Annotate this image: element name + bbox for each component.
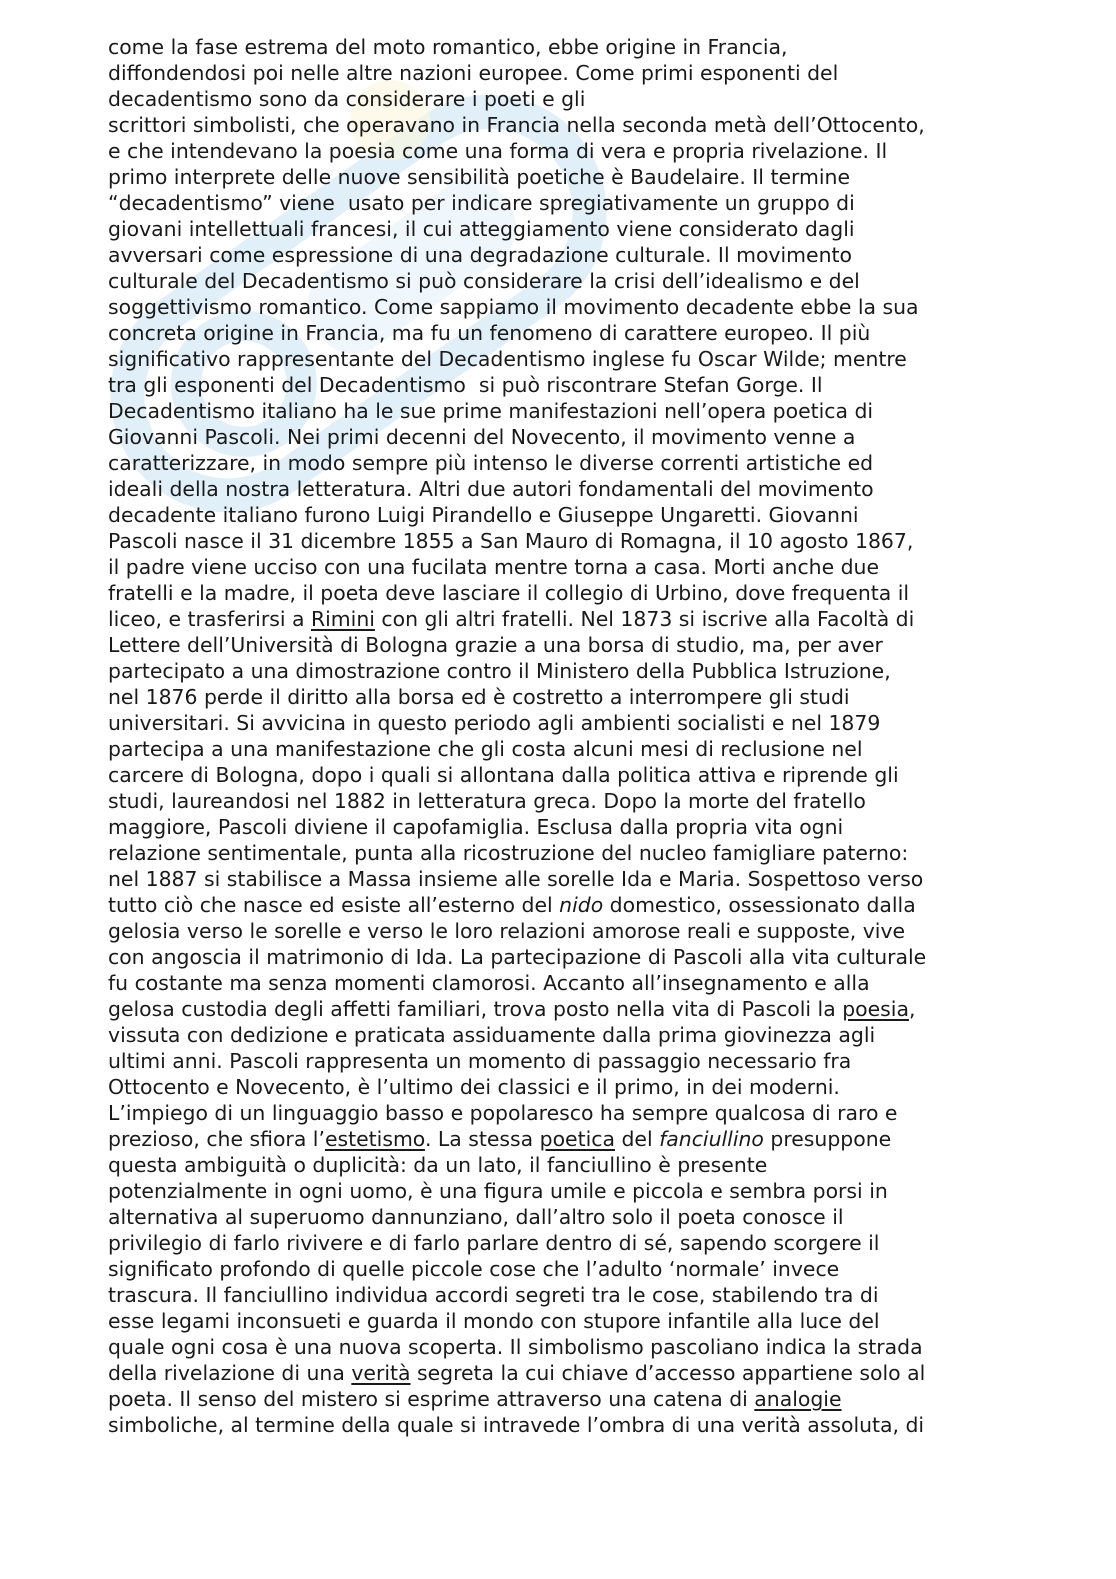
text-line [108,580,1008,606]
text-line [108,450,1008,476]
text-line [108,1074,1008,1100]
text-line [108,1048,1008,1074]
text-segment: il padre viene ucciso con una fucilata mentre torna a casa. Morti anche due [108,555,880,579]
text-line [108,710,1008,736]
text-segment: . La stessa [424,1127,540,1151]
text-segment: partecipa a una manifestazione che gli costa alcuni mesi di reclusione nel [108,737,863,761]
document-body [108,34,1008,1438]
underlined-term: estetismo [324,1127,425,1151]
italic-term: nido [559,893,604,917]
text-segment: domestico, ossessionato dalla [603,893,916,917]
text-segment: Decadentismo italiano ha le sue prime manifestazioni nell’opera poetica di [108,399,874,423]
text-line [108,606,1008,632]
text-segment: poeta. Il senso del mistero si esprime attraverso una catena di [108,1387,755,1411]
text-line [108,60,1008,86]
text-line [108,424,1008,450]
text-segment: carcere di Bologna, dopo i quali si allontana dalla politica attiva e riprende gli [108,763,899,787]
text-segment: Lettere dell’Università di Bologna grazie a una borsa di studio, ma, per aver [108,633,883,657]
text-segment: decadentismo sono da considerare i poeti e gli [108,87,586,111]
text-segment: Giovanni Pascoli. Nei primi decenni del Novecento, il movimento venne a [108,425,856,449]
text-segment: scrittori simbolisti, che operavano in Francia nella seconda metà dell’Ottocento, [108,113,925,137]
text-segment: simboliche, al termine della quale si intravede l’ombra di una verità assoluta, di [108,1413,925,1437]
text-line [108,242,1008,268]
text-segment: studi, laureandosi nel 1882 in letteratura greca. Dopo la morte del fratello [108,789,866,813]
text-line [108,840,1008,866]
text-segment: quale ogni cosa è una nuova scoperta. Il simbolismo pascoliano indica la strada [108,1335,923,1359]
text-line [108,138,1008,164]
text-segment: giovani intellettuali francesi, il cui atteggiamento viene considerato dagli [108,217,855,241]
text-line [108,320,1008,346]
text-line [108,944,1008,970]
text-segment: Pascoli nasce il 31 dicembre 1855 a San Mauro di Romagna, il 10 agosto 1867, [108,529,914,553]
text-segment: vissuta con dedizione e praticata assiduamente dalla prima giovinezza agli [108,1023,876,1047]
text-segment: concreta origine in Francia, ma fu un fenomeno di carattere europeo. Il più [108,321,871,345]
text-segment: fratelli e la madre, il poeta deve lasciare il collegio di Urbino, dove frequenta il [108,581,910,605]
text-line [108,86,1008,112]
text-line [108,866,1008,892]
text-line [108,736,1008,762]
text-segment: alternativa al superuomo dannunziano, dall’altro solo il poeta conosce il [108,1205,844,1229]
text-segment: tra gli esponenti del Decadentismo si può riscontrare Stefan Gorge. Il [108,373,823,397]
text-line [108,528,1008,554]
text-segment: Ottocento e Novecento, è l’ultimo dei classici e il primo, in dei moderni. [108,1075,840,1099]
text-line [108,814,1008,840]
underlined-term: poetica [539,1127,615,1151]
text-line [108,398,1008,424]
text-segment: soggettivismo romantico. Come sappiamo il movimento decadente ebbe la sua [108,295,919,319]
text-line [108,34,1008,60]
text-line [108,164,1008,190]
text-line [108,970,1008,996]
text-line [108,1386,1008,1412]
text-segment: fu costante ma senza momenti clamorosi. Accanto all’insegnamento e alla [108,971,870,995]
text-line [108,996,1008,1022]
text-segment: diffondendosi poi nelle altre nazioni europee. Come primi esponenti del [108,61,839,85]
text-line [108,1412,1008,1438]
text-segment: culturale del Decadentismo si può considerare la crisi dell’idealismo e del [108,269,860,293]
text-segment: privilegio di farlo rivivere e di farlo parlare dentro di sé, sapendo scorgere il [108,1231,880,1255]
text-line [108,1204,1008,1230]
text-segment: relazione sentimentale, punta alla ricostruzione del nucleo famigliare paterno: [108,841,909,865]
text-segment: primo interprete delle nuove sensibilità poetiche è Baudelaire. Il termine [108,165,851,189]
text-segment: liceo, e trasferirsi a [108,607,311,631]
text-line [108,1360,1008,1386]
text-line [108,346,1008,372]
text-segment: della rivelazione di una [108,1361,352,1385]
text-segment: prezioso, che sfiora l’ [108,1127,325,1151]
text-line [108,1178,1008,1204]
text-line [108,372,1008,398]
text-line [108,788,1008,814]
text-segment: con gli altri fratelli. Nel 1873 si iscrive alla Facoltà di [374,607,915,631]
underlined-term: Rimini [310,607,375,631]
text-line [108,632,1008,658]
text-segment: e che intendevano la poesia come una forma di vera e propria rivelazione. Il [108,139,888,163]
text-line [108,658,1008,684]
text-segment: “decadentismo” viene usato per indicare spregiativamente un gruppo di [108,191,855,215]
text-line [108,1022,1008,1048]
text-segment: caratterizzare, in modo sempre più intenso le diverse correnti artistiche ed [108,451,874,475]
text-segment: decadente italiano furono Luigi Pirandello e Giuseppe Ungaretti. Giovanni [108,503,859,527]
underlined-term: verità [351,1361,411,1385]
text-line [108,1126,1008,1152]
text-line [108,190,1008,216]
text-segment: significato profondo di quelle piccole cose che l’adulto ‘normale’ invece [108,1257,840,1281]
text-segment: questa ambiguità o duplicità: da un lato, il fanciullino è presente [108,1153,768,1177]
text-line [108,1152,1008,1178]
text-line [108,112,1008,138]
text-line [108,684,1008,710]
text-segment: nel 1887 si stabilisce a Massa insieme alle sorelle Ida e Maria. Sospettoso verso [108,867,924,891]
text-segment: presuppone [763,1127,892,1151]
text-line [108,554,1008,580]
text-segment: ultimi anni. Pascoli rappresenta un momento di passaggio necessario fra [108,1049,852,1073]
text-segment: universitari. Si avvicina in questo periodo agli ambienti socialisti e nel 1879 [108,711,881,735]
text-segment: potenzialmente in ogni uomo, è una figura umile e piccola e sembra porsi in [108,1179,888,1203]
text-line [108,476,1008,502]
underlined-term: poesia [842,997,909,1021]
text-line [108,216,1008,242]
text-line [108,1334,1008,1360]
text-segment: tutto ciò che nasce ed esiste all’esterno del [108,893,560,917]
text-segment: ideali della nostra letteratura. Altri due autori fondamentali del movimento [108,477,874,501]
text-segment: come la fase estrema del moto romantico, ebbe origine in Francia, [108,35,788,59]
text-segment: L’impiego di un linguaggio basso e popolaresco ha sempre qualcosa di raro e [108,1101,898,1125]
text-line [108,892,1008,918]
text-segment: gelosa custodia degli affetti familiari, trova posto nella vita di Pascoli la [108,997,843,1021]
text-line [108,918,1008,944]
text-segment: , [908,997,916,1021]
text-segment: del [614,1127,660,1151]
text-line [108,1256,1008,1282]
text-line [108,1282,1008,1308]
italic-term: fanciullino [659,1127,764,1151]
text-segment: segreta la cui chiave d’accesso appartiene solo al [410,1361,926,1385]
text-segment: gelosia verso le sorelle e verso le loro relazioni amorose reali e supposte, vive [108,919,906,943]
underlined-term: analogie [754,1387,842,1411]
text-segment: maggiore, Pascoli diviene il capofamiglia. Esclusa dalla propria vita ogni [108,815,844,839]
text-line [108,1308,1008,1334]
text-line [108,294,1008,320]
text-segment: esse legami inconsueti e guarda il mondo con stupore infantile alla luce del [108,1309,880,1333]
text-line [108,1100,1008,1126]
text-segment: con angoscia il matrimonio di Ida. La partecipazione di Pascoli alla vita culturale [108,945,927,969]
text-line [108,1230,1008,1256]
text-line [108,268,1008,294]
text-segment: nel 1876 perde il diritto alla borsa ed è costretto a interrompere gli studi [108,685,850,709]
text-segment: avversari come espressione di una degradazione culturale. Il movimento [108,243,852,267]
text-segment: significativo rappresentante del Decadentismo inglese fu Oscar Wilde; mentre [108,347,907,371]
text-segment: trascura. Il fanciullino individua accordi segreti tra le cose, stabilendo tra di [108,1283,879,1307]
text-segment: partecipato a una dimostrazione contro il Ministero della Pubblica Istruzione, [108,659,891,683]
text-line [108,762,1008,788]
text-line [108,502,1008,528]
